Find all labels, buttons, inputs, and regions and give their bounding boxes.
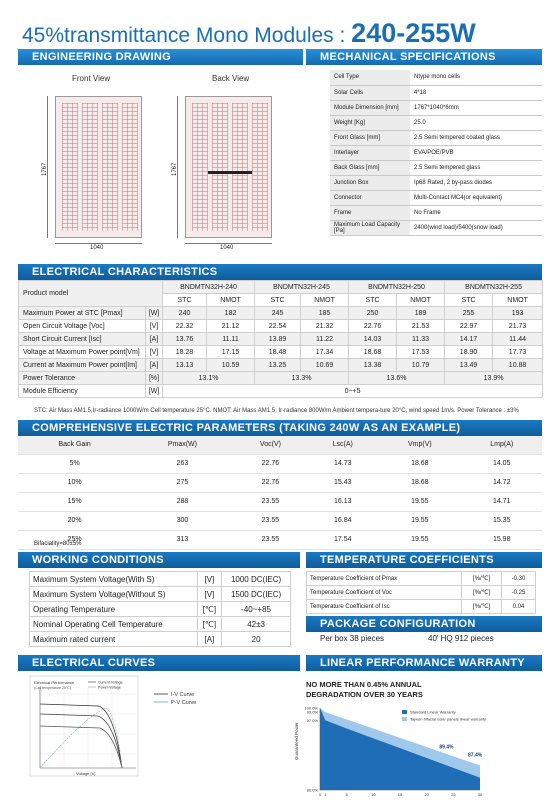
- spec-row: [330, 175, 542, 190]
- warranty-y-tick: 99.0%: [306, 709, 318, 715]
- spec-key: Front Glass [mm]: [330, 130, 410, 145]
- warranty-x-tick: 30: [477, 792, 483, 797]
- model-255: BNDMTN32H-255: [445, 281, 543, 294]
- working-row: [30, 632, 291, 647]
- working-label: Maximum System Voltage(Without S): [30, 587, 198, 602]
- electrical-value: 21.12: [207, 320, 255, 333]
- temperature-label: Temperature Coefficient of Voc: [307, 586, 462, 600]
- power-tolerance-row: [19, 372, 543, 385]
- iv-inner-sub: (Cell temperature 25°C): [34, 686, 71, 690]
- warranty-annotation: 87.4%: [468, 752, 483, 759]
- temperature-value: 0.04: [501, 600, 535, 614]
- electrical-value: 21.73: [493, 320, 543, 333]
- comprehensive-row: [18, 454, 542, 473]
- comprehensive-cell: 20%: [18, 511, 131, 530]
- electrical-value: 10.79: [397, 359, 445, 372]
- model-245: BNDMTN32H-245: [255, 281, 349, 294]
- electrical-value: 22.54: [255, 320, 301, 333]
- title-power: 240-255W: [351, 18, 476, 48]
- spec-value: 2.5 Semi tempered coated glass: [410, 130, 542, 145]
- working-value: -40~+85: [222, 602, 291, 617]
- spec-row: [330, 220, 542, 235]
- electrical-table: [18, 280, 543, 398]
- electrical-value: 14.17: [445, 333, 493, 346]
- section-mechanical-specifications: MECHANICAL SPECIFICATIONS: [306, 49, 542, 65]
- iv-xlabel: Voltage [V]: [76, 771, 96, 776]
- electrical-value: 11.11: [207, 333, 255, 346]
- bifaciality-note: Bifaciality=80±5%: [34, 541, 82, 547]
- warranty-x-tick: 20: [424, 792, 429, 797]
- temperature-row: [307, 600, 536, 614]
- package-container: 40' HQ 912 pieces: [428, 634, 494, 643]
- temperature-unit: [%/℃]: [462, 586, 502, 600]
- electrical-row: [19, 359, 543, 372]
- comprehensive-row: [18, 473, 542, 492]
- electrical-value: 22.76: [349, 320, 397, 333]
- section-comprehensive-parameters: COMPREHENSIVE ELECTRIC PARAMETERS (TAKING 240W AS AN EXAMPLE): [18, 420, 542, 436]
- warranty-headline: [306, 680, 423, 700]
- warranty-legend-swatch-0: [402, 710, 407, 714]
- iv-legend-label: I-V Curve: [171, 692, 195, 698]
- electrical-value: 185: [301, 307, 349, 320]
- temperature-label: Temperature Coefficient of Pmax: [307, 572, 462, 586]
- warranty-x-tick: 1: [324, 792, 327, 797]
- spec-value: 25.0: [410, 115, 542, 130]
- nmot-header: NMOT: [301, 294, 349, 307]
- comprehensive-cell: 18.68: [378, 454, 461, 473]
- stc-header: STC: [349, 294, 397, 307]
- comprehensive-cell: 288: [131, 492, 233, 511]
- working-unit: [V]: [197, 572, 222, 587]
- electrical-value: 10.59: [207, 359, 255, 372]
- spec-key: Frame: [330, 205, 410, 220]
- spec-key: Weight [Kg]: [330, 115, 410, 130]
- comprehensive-cell: 15.35: [461, 511, 542, 530]
- comprehensive-cell: 263: [131, 454, 233, 473]
- comprehensive-row: [18, 530, 542, 549]
- temperature-value: -0.30: [501, 572, 535, 586]
- spec-key: Cell Type: [330, 70, 410, 85]
- comprehensive-cell: 14.05: [461, 454, 542, 473]
- electrical-value: 21.53: [397, 320, 445, 333]
- package-per-box: Per box 38 pieces: [320, 634, 385, 643]
- spec-key: Maximum Load Capacity [Pa]: [330, 220, 410, 235]
- electrical-value: 18.28: [163, 346, 207, 359]
- comprehensive-cell: 16.13: [307, 492, 378, 511]
- warranty-x-tick: 10: [371, 792, 376, 797]
- electrical-label: Voltage at Maximum Power point[Vm]: [19, 346, 146, 359]
- electrical-value: 17.73: [493, 346, 543, 359]
- working-value: 1000 DC(IEC): [222, 572, 291, 587]
- electrical-value: 13.49: [445, 359, 493, 372]
- electrical-value: 182: [207, 307, 255, 320]
- spec-key: Junction Box: [330, 175, 410, 190]
- electrical-value: 245: [255, 307, 301, 320]
- warranty-y-tick: 100.0%: [304, 705, 318, 711]
- warranty-x-tick: 15: [397, 792, 403, 797]
- working-value: 20: [222, 632, 291, 647]
- temperature-table: [306, 571, 536, 614]
- comprehensive-cell: 15.43: [307, 473, 378, 492]
- comprehensive-cell: 5%: [18, 454, 131, 473]
- comprehensive-cell: 17.54: [307, 530, 378, 549]
- section-engineering-drawing: ENGINEERING DRAWING: [18, 49, 303, 65]
- comprehensive-header: Lsc(A): [307, 436, 378, 454]
- comprehensive-header: Back Gain: [18, 436, 131, 454]
- spec-row: [330, 100, 542, 115]
- electrical-value: 17.53: [397, 346, 445, 359]
- model-250: BNDMTN32H-250: [349, 281, 445, 294]
- working-value: 42±3: [222, 617, 291, 632]
- back-height-dim: 1767: [172, 162, 178, 176]
- electrical-label: Maximum Power at STC [Pmax]: [19, 307, 146, 320]
- working-row: [30, 617, 291, 632]
- warranty-ylabel: Guaranteed Power: [294, 722, 299, 760]
- comprehensive-table: [18, 436, 542, 550]
- comprehensive-cell: 14.73: [307, 454, 378, 473]
- working-label: Maximum System Voltage(With S): [30, 572, 198, 587]
- electrical-value: 193: [493, 307, 543, 320]
- comprehensive-cell: 10%: [18, 473, 131, 492]
- electrical-value: 21.32: [301, 320, 349, 333]
- electrical-value: 17.34: [301, 346, 349, 359]
- comprehensive-cell: 19.55: [378, 511, 461, 530]
- spec-value: 2400(wind load)/5400(snow load): [410, 220, 542, 235]
- comprehensive-row: [18, 492, 542, 511]
- electrical-value: 13.89: [255, 333, 301, 346]
- working-label: Nominal Operating Cell Temperature: [30, 617, 198, 632]
- spec-key: Solar Cells: [330, 85, 410, 100]
- module-efficiency-row: [19, 385, 543, 398]
- electrical-value: 14.03: [349, 333, 397, 346]
- efficiency-unit: [W]: [146, 385, 163, 398]
- temperature-label: Temperature Coefficient of Isc: [307, 600, 462, 614]
- electrical-value: 18.48: [255, 346, 301, 359]
- comprehensive-header: Voc(V): [234, 436, 308, 454]
- comprehensive-cell: 25%: [18, 530, 131, 549]
- section-temperature-coefficients: TEMPERATURE COEFFICIENTS: [306, 552, 542, 568]
- working-unit: [℃]: [197, 617, 222, 632]
- comprehensive-header: Vmp(V): [378, 436, 461, 454]
- nmot-header: NMOT: [397, 294, 445, 307]
- comprehensive-header-row: [18, 436, 542, 454]
- iv-curve-chart: [18, 674, 300, 790]
- front-height-dim: 1767: [42, 162, 48, 176]
- spec-value: Multi-Contact MC4(or equivalent): [410, 190, 542, 205]
- electrical-value: 18.90: [445, 346, 493, 359]
- front-width-dim: 1040: [90, 245, 104, 251]
- spec-value: Ntype mono cells: [410, 70, 542, 85]
- front-view-label: Front View: [72, 74, 111, 83]
- spec-key: Interlayer: [330, 145, 410, 160]
- nmot-header: NMOT: [207, 294, 255, 307]
- back-width-line: [185, 243, 272, 244]
- section-package-configuration: PACKAGE CONFIGURATION: [306, 616, 542, 632]
- electrical-value: 13.38: [349, 359, 397, 372]
- spec-row: [330, 190, 542, 205]
- stc-header: STC: [255, 294, 301, 307]
- comprehensive-cell: 23.55: [234, 511, 308, 530]
- electrical-value: 11.44: [493, 333, 543, 346]
- electrical-value: 10.69: [301, 359, 349, 372]
- electrical-value: 13.25: [255, 359, 301, 372]
- comprehensive-header: Lmp(A): [461, 436, 542, 454]
- warranty-y-tick: 80.0%: [306, 787, 318, 793]
- stc-header: STC: [163, 294, 207, 307]
- spec-value: Ip68 Rated, 2 by-pass diodes: [410, 175, 542, 190]
- electrical-note: STC: Air Mass AM1.5,Ir-radiance 1000W/m Cell temperature 25°C. NMOT: Air Mass AM1.5, Ir-radiance 800W/m Ambient tempera-ture 20°C, wind speed 1m/s. Power Tolerance : ±3%: [34, 408, 519, 414]
- comprehensive-cell: 23.55: [234, 492, 308, 511]
- efficiency-value: 0~+5: [163, 385, 543, 398]
- iv-inner-title: Electrical Performance: [34, 680, 75, 685]
- spec-value: No Frame: [410, 205, 542, 220]
- comprehensive-cell: 14.71: [461, 492, 542, 511]
- comprehensive-cell: 23.55: [234, 530, 308, 549]
- electrical-value: 22.97: [445, 320, 493, 333]
- electrical-label: Open Circuit Voltage [Voc]: [19, 320, 146, 333]
- electrical-value: 250: [349, 307, 397, 320]
- warranty-point: [479, 759, 481, 761]
- product-model-header: Product model: [19, 281, 163, 307]
- comprehensive-cell: 313: [131, 530, 233, 549]
- comprehensive-header: Pmax(W): [131, 436, 233, 454]
- comprehensive-cell: 22.76: [234, 473, 308, 492]
- section-electrical-curves: ELECTRICAL CURVES: [18, 655, 300, 671]
- tolerance-value: 13.1%: [163, 372, 255, 385]
- spec-row: [330, 130, 542, 145]
- electrical-label: Short Circuit Current [Isc]: [19, 333, 146, 346]
- tolerance-label: Power Tolerance: [19, 372, 146, 385]
- comprehensive-cell: 15%: [18, 492, 131, 511]
- electrical-value: 240: [163, 307, 207, 320]
- warranty-annotation: 89.4%: [439, 744, 454, 751]
- comprehensive-cell: 16.84: [307, 511, 378, 530]
- temperature-row: [307, 572, 536, 586]
- spec-row: [330, 145, 542, 160]
- comprehensive-cell: 22.76: [234, 454, 308, 473]
- electrical-value: 13.13: [163, 359, 207, 372]
- electrical-value: 13.76: [163, 333, 207, 346]
- spec-value: 2.5 Semi tempered glass: [410, 160, 542, 175]
- comprehensive-row: [18, 511, 542, 530]
- junction-box: [208, 171, 252, 174]
- electrical-unit: [A]: [146, 359, 163, 372]
- front-width-line: [55, 243, 142, 244]
- electrical-value: 17.15: [207, 346, 255, 359]
- comprehensive-cell: 18.68: [378, 473, 461, 492]
- warranty-y-tick: 97.0%: [306, 717, 318, 723]
- warranty-headline-1: NO MORE THAN 0.45% ANNUAL: [306, 680, 422, 689]
- page-title: [22, 18, 476, 49]
- temperature-unit: [%/℃]: [462, 572, 502, 586]
- mechanical-spec-table: [330, 70, 542, 236]
- working-label: Operating Temperature: [30, 602, 198, 617]
- comprehensive-cell: 15.98: [461, 530, 542, 549]
- working-row: [30, 602, 291, 617]
- pv-legend-label: P-V Curve: [171, 700, 197, 706]
- temperature-value: -0.25: [501, 586, 535, 600]
- comprehensive-cell: 275: [131, 473, 233, 492]
- spec-row: [330, 160, 542, 175]
- electrical-row: [19, 333, 543, 346]
- spec-key: Module Dimension [mm]: [330, 100, 410, 115]
- working-row: [30, 587, 291, 602]
- stc-header: STC: [445, 294, 493, 307]
- tolerance-value: 13.9%: [445, 372, 543, 385]
- electrical-value: 10.88: [493, 359, 543, 372]
- warranty-point: [452, 750, 454, 752]
- working-unit: [A]: [197, 632, 222, 647]
- temperature-unit: [%/℃]: [462, 600, 502, 614]
- electrical-unit: [W]: [146, 307, 163, 320]
- model-240: BNDMTN32H-240: [163, 281, 255, 294]
- back-view-module: [185, 96, 272, 238]
- working-label: Maximum rated current: [30, 632, 198, 647]
- section-linear-warranty: LINEAR PERFORMANCE WARRANTY: [306, 655, 542, 671]
- title-text: 45%transmittance Mono Modules :: [22, 24, 352, 47]
- back-width-dim: 1040: [220, 245, 234, 251]
- spec-key: Connector: [330, 190, 410, 205]
- spec-row: [330, 205, 542, 220]
- warranty-legend-1: Tajwon bifacial solar panels linear warranty: [410, 716, 487, 722]
- warranty-chart: [290, 700, 540, 800]
- electrical-unit: [V]: [146, 320, 163, 333]
- spec-value: 1767*1040*6mm: [410, 100, 542, 115]
- warranty-x-tick: 0: [318, 792, 322, 797]
- electrical-label: Current at Maximum Power point[Im]: [19, 359, 146, 372]
- warranty-legend-swatch-1: [402, 717, 407, 721]
- electrical-value: 189: [397, 307, 445, 320]
- working-unit: [V]: [197, 587, 222, 602]
- electrical-value: 11.22: [301, 333, 349, 346]
- warranty-x-tick: 5: [345, 792, 348, 797]
- tolerance-value: 13.6%: [349, 372, 445, 385]
- electrical-unit: [A]: [146, 333, 163, 346]
- comprehensive-cell: 19.55: [378, 530, 461, 549]
- tolerance-value: 13.3%: [255, 372, 349, 385]
- comprehensive-cell: 14.72: [461, 473, 542, 492]
- electrical-row: [19, 307, 543, 320]
- working-conditions-table: [29, 571, 291, 647]
- spec-value: 4*18: [410, 85, 542, 100]
- iv-inner-legend-0: Current-Voltage: [98, 680, 123, 685]
- back-view-label: Back View: [212, 74, 250, 83]
- electrical-row: [19, 346, 543, 359]
- front-view-module: [55, 96, 142, 238]
- comprehensive-cell: 300: [131, 511, 233, 530]
- section-working-conditions: WORKING CONDITIONS: [18, 552, 300, 568]
- electrical-row: [19, 320, 543, 333]
- electrical-value: 11.33: [397, 333, 445, 346]
- spec-row: [330, 85, 542, 100]
- electrical-value: 22.32: [163, 320, 207, 333]
- spec-key: Back Glass [mm]: [330, 160, 410, 175]
- efficiency-label: Module Efficiency: [19, 385, 146, 398]
- working-row: [30, 572, 291, 587]
- spec-row: [330, 70, 542, 85]
- warranty-x-tick: 25: [451, 792, 456, 797]
- electrical-value: 255: [445, 307, 493, 320]
- section-electrical-characteristics: ELECTRICAL CHARACTERISTICS: [18, 264, 542, 280]
- comprehensive-cell: 19.55: [378, 492, 461, 511]
- working-unit: [℃]: [197, 602, 222, 617]
- electrical-value: 18.68: [349, 346, 397, 359]
- spec-value: EVA/POE/PVB: [410, 145, 542, 160]
- spec-row: [330, 115, 542, 130]
- package-row: [306, 633, 542, 647]
- warranty-headline-2: DEGRADATION OVER 30 YEARS: [306, 690, 423, 699]
- working-value: 1500 DC(IEC): [222, 587, 291, 602]
- warranty-legend-0: Standard Linear Warranty: [410, 709, 456, 715]
- electrical-unit: [V]: [146, 346, 163, 359]
- iv-inner-legend-1: Power-Voltage: [98, 685, 121, 690]
- tolerance-unit: [%]: [146, 372, 163, 385]
- nmot-header: NMOT: [493, 294, 543, 307]
- temperature-row: [307, 586, 536, 600]
